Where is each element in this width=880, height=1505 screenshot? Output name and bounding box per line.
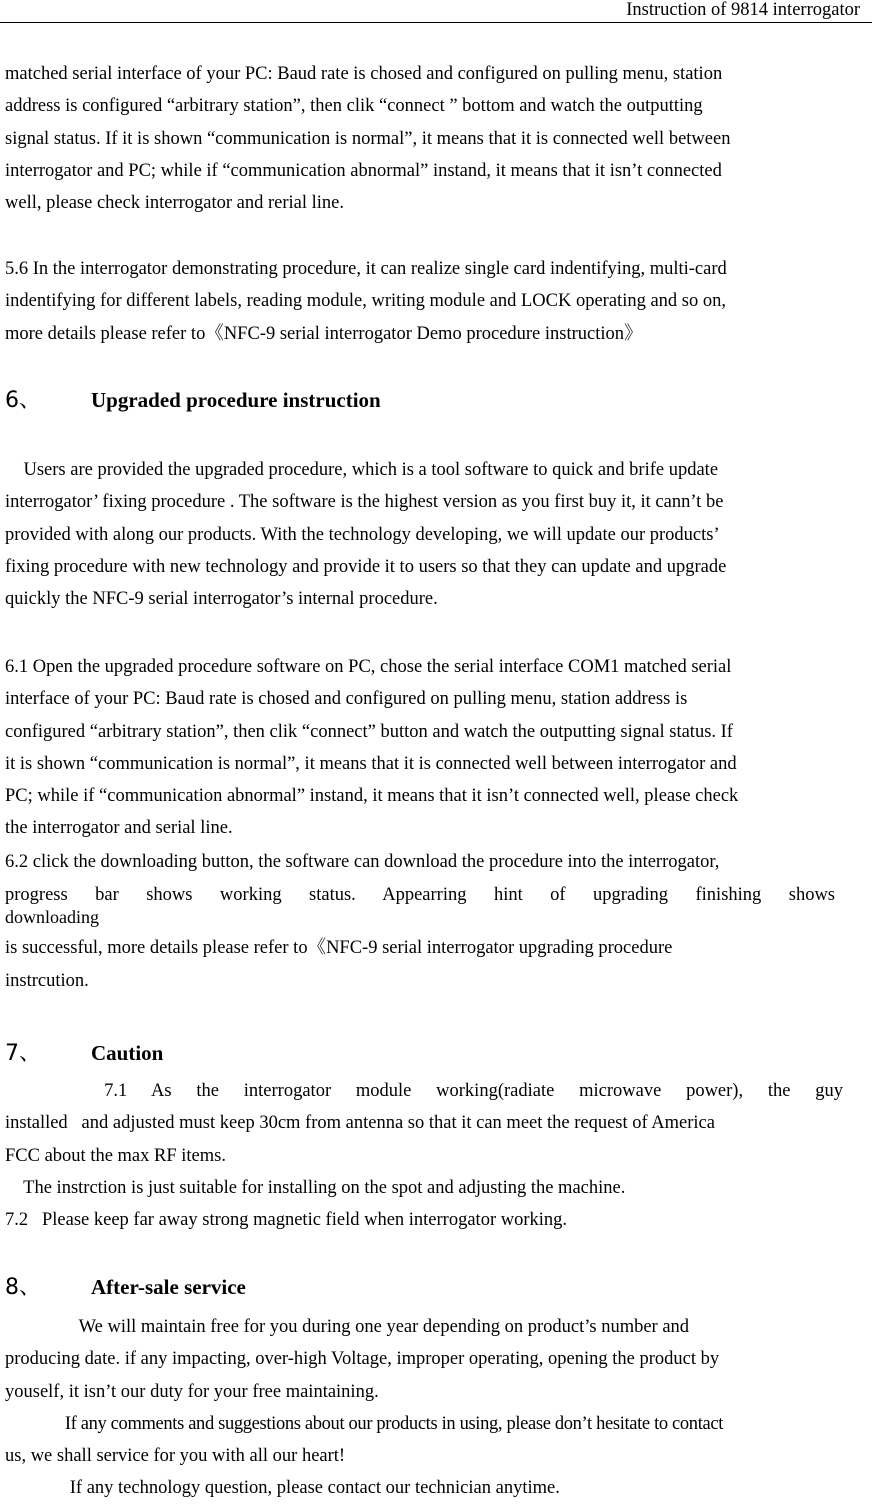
text-line: 7.2 Please keep far away strong magnetic field when interrogator working. bbox=[5, 1210, 568, 1231]
text-line: 6.1 Open the upgraded procedure software on PC, chose the serial interface COM1 matched serial bbox=[5, 657, 732, 677]
text-line: address is configured “arbitrary station”, then clik “connect ” bottom and watch the outputting bbox=[5, 96, 703, 117]
text-line: downloading bbox=[5, 907, 99, 928]
section-title: Upgraded procedure instruction bbox=[91, 388, 381, 412]
text-line: quickly the NFC-9 serial interrogator’s internal procedure. bbox=[5, 589, 438, 610]
text-line: installed and adjusted must keep 30cm from antenna so that it can meet the request of America bbox=[5, 1113, 715, 1134]
text-line: provided with along our products. With the technology developing, we will update our products’ bbox=[5, 524, 720, 545]
text-line: interface of your PC: Baud rate is chosed and configured on pulling menu, station address is bbox=[5, 689, 688, 710]
text-line-justified: progress bar shows working status. Appearring hint of upgrading finishing shows bbox=[5, 885, 835, 906]
section-6-2-paragraph bbox=[5, 846, 877, 997]
text-line: interrogator’ fixing procedure . The software is the highest version as you first buy it, it cann’t be bbox=[5, 492, 724, 513]
section-title: After-sale service bbox=[91, 1275, 246, 1299]
intro-paragraph bbox=[5, 58, 877, 219]
text-line: well, please check interrogator and rerial line. bbox=[5, 193, 345, 214]
section-number: 8、 bbox=[5, 1275, 41, 1300]
text-line: producing date. if any impacting, over-high Voltage, improper operating, opening the product by bbox=[5, 1349, 720, 1370]
text-line: the interrogator and serial line. bbox=[5, 818, 233, 839]
section-8-heading bbox=[5, 1271, 246, 1303]
text-line-justified: 7.1 As the interrogator module working(radiate microwave power), the guy bbox=[5, 1081, 844, 1101]
text-line: instrcution. bbox=[5, 970, 89, 991]
text-line: Users are provided the upgraded procedure, which is a tool software to quick and brife update bbox=[5, 460, 719, 480]
section-7-heading bbox=[5, 1037, 163, 1069]
section-title: Caution bbox=[91, 1041, 164, 1065]
text-line: We will maintain free for you during one year depending on product’s number and bbox=[5, 1317, 690, 1337]
section-8-paragraph bbox=[5, 1311, 877, 1505]
section-7-paragraph bbox=[5, 1075, 877, 1236]
section-5-6-paragraph bbox=[5, 253, 877, 350]
section-number: 6、 bbox=[5, 388, 41, 413]
text-line: interrogator and PC; while if “communication abnormal” instand, it means that it isn’t connected bbox=[5, 160, 722, 181]
text-line: is successful, more details please refer to《NFC-9 serial interrogator upgrading procedure bbox=[5, 938, 673, 959]
text-line: 5.6 In the interrogator demonstrating procedure, it can realize single card indentifying, multi-card bbox=[5, 259, 727, 279]
text-line: signal status. If it is shown “communication is normal”, it means that it is connected well between bbox=[5, 128, 731, 149]
text-line: youself, it isn’t our duty for your free maintaining. bbox=[5, 1381, 379, 1402]
text-line: PC; while if “communication abnormal” instand, it means that it isn’t connected well, please check bbox=[5, 786, 739, 807]
section-6-paragraph bbox=[5, 454, 877, 615]
text-line: If any technology question, please contact our technician anytime. bbox=[5, 1478, 560, 1499]
text-line: The instrction is just suitable for installing on the spot and adjusting the machine. bbox=[5, 1177, 626, 1198]
text-line: configured “arbitrary station”, then clik “connect” button and watch the outputting signal status. If bbox=[5, 721, 733, 742]
text-line: it is shown “communication is normal”, it means that it is connected well between interrogator and bbox=[5, 753, 737, 774]
section-number: 7、 bbox=[5, 1041, 41, 1066]
header-title: Instruction of 9814 interrogator bbox=[626, 0, 860, 20]
text-line: matched serial interface of your PC: Baud rate is chosed and configured on pulling menu, station bbox=[5, 64, 723, 84]
text-line: 6.2 click the downloading button, the software can download the procedure into the interrogator, bbox=[5, 852, 720, 872]
text-line: FCC about the max RF items. bbox=[5, 1145, 226, 1166]
section-6-heading bbox=[5, 384, 381, 416]
text-line: If any comments and suggestions about our products in using, please don’t hesitate to contact bbox=[5, 1413, 723, 1434]
section-6-1-paragraph bbox=[5, 651, 877, 845]
text-line: fixing procedure with new technology and provide it to users so that they can update and upgrade bbox=[5, 556, 727, 577]
text-line: more details please refer to《NFC-9 serial interrogator Demo procedure instruction》 bbox=[5, 323, 643, 344]
text-line: us, we shall service for you with all our heart! bbox=[5, 1446, 346, 1467]
text-line: indentifying for different labels, reading module, writing module and LOCK operating and so on, bbox=[5, 291, 726, 312]
page-header bbox=[0, 0, 872, 23]
